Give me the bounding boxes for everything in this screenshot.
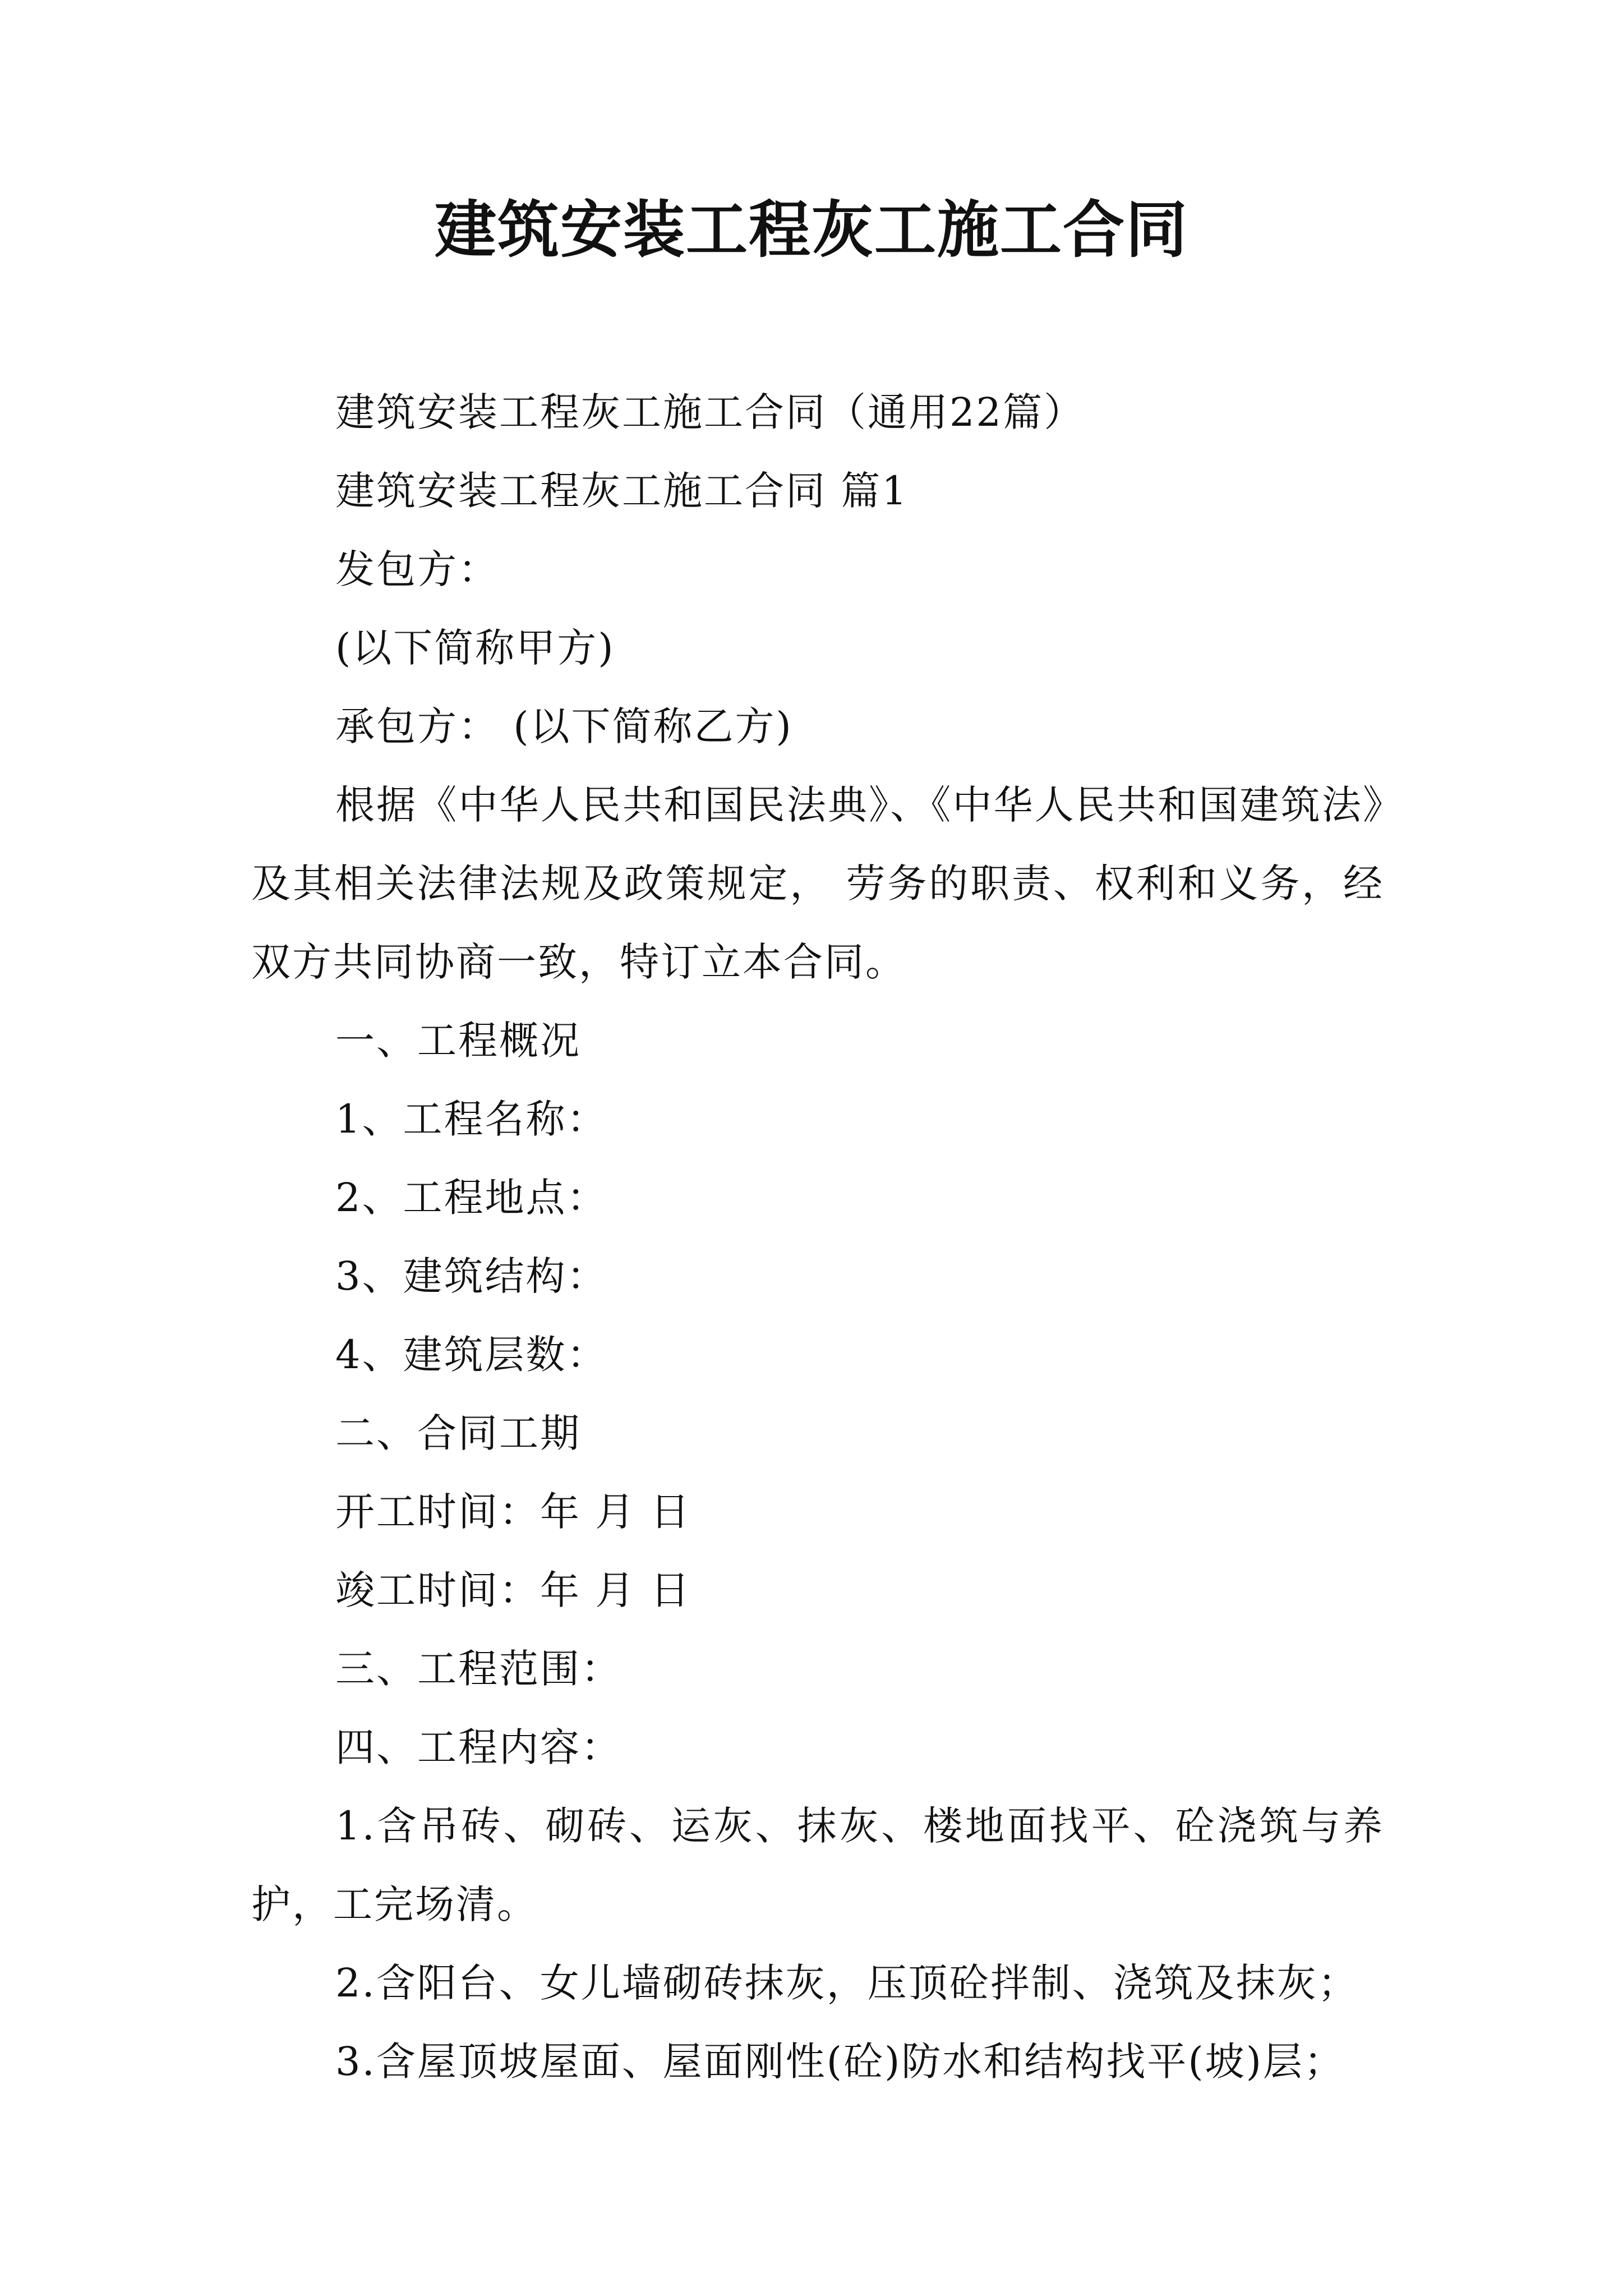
- paragraph-party-a-note: (以下简称甲方): [335, 625, 615, 671]
- document-title: 建筑安装工程灰工施工合同: [435, 194, 1188, 266]
- section-heading-duration: 二、合同工期: [335, 1410, 581, 1456]
- section-heading-content: 四、工程内容：: [335, 1724, 622, 1770]
- document-body: [251, 373, 1384, 2101]
- paragraph-employer: 发包方：: [335, 546, 499, 592]
- section-heading-overview: 一、工程概况: [335, 1018, 581, 1064]
- paragraph-project-location: 2、工程地点：: [335, 1175, 608, 1221]
- paragraph-project-name: 1、工程名称：: [335, 1096, 608, 1142]
- paragraph-contractor: 承包方： (以下简称乙方): [335, 703, 793, 749]
- paragraph-building-floors: 4、建筑层数：: [335, 1332, 608, 1378]
- paragraph-start-date: 开工时间：年 月 日: [335, 1489, 691, 1535]
- paragraph-chapter-heading: 建筑安装工程灰工施工合同 篇1: [335, 468, 909, 514]
- paragraph-content-item-1: 1.含吊砖、砌砖、运灰、抹灰、楼地面找平、砼浇筑与养护，工完场清。: [251, 1803, 1384, 1927]
- paragraph-building-structure: 3、建筑结构：: [335, 1253, 608, 1299]
- paragraph-subtitle: 建筑安装工程灰工施工合同（通用22篇）: [335, 389, 1085, 435]
- section-heading-scope: 三、工程范围：: [335, 1646, 622, 1692]
- paragraph-content-item-3: 3.含屋顶坡屋面、屋面刚性(砼)防水和结构找平(坡)层；: [335, 2039, 1345, 2085]
- paragraph-legal-basis: 根据《中华人民共和国民法典》、《中华人民共和国建筑法》及其相关法律法规及政策规定， 劳务的职责、权利和义务，经双方共同协商一致，特订立本合同。: [251, 782, 1384, 985]
- paragraph-content-item-2: 2.含阳台、女儿墙砌砖抹灰，压顶砼拌制、浇筑及抹灰；: [335, 1960, 1359, 2006]
- paragraph-completion-date: 竣工时间：年 月 日: [335, 1567, 691, 1613]
